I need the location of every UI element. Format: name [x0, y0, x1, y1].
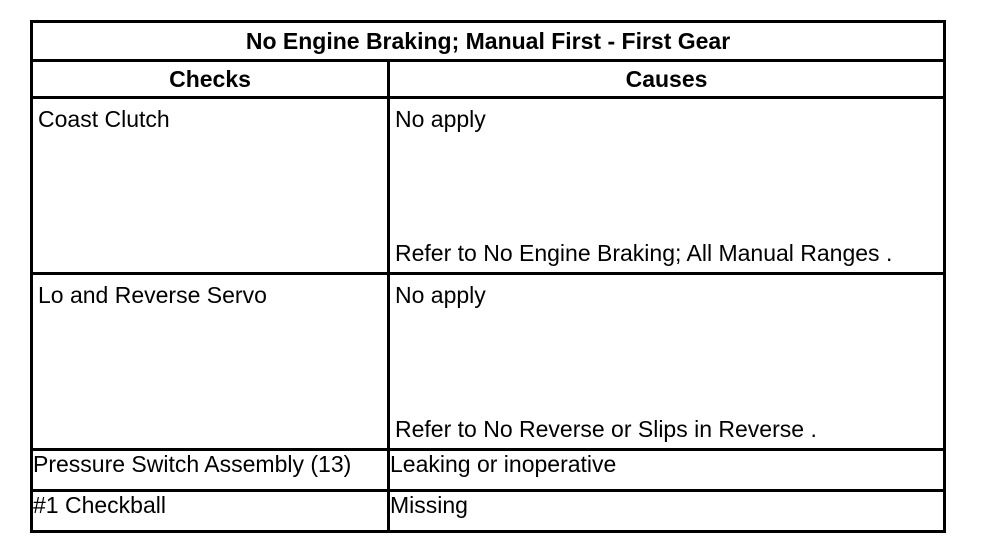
cause-text: No apply: [395, 282, 486, 308]
cause-cell: Leaking or inoperative: [389, 450, 945, 491]
table-title: No Engine Braking; Manual First - First Gear: [32, 22, 945, 61]
check-cell: Coast Clutch: [32, 98, 389, 274]
reference-text: Refer to No Reverse or Slips in Reverse .: [395, 416, 817, 442]
column-header-causes: Causes: [389, 61, 945, 98]
table-row: [32, 98, 945, 274]
check-cell: Pressure Switch Assembly (13): [32, 450, 389, 491]
check-cell: Lo and Reverse Servo: [32, 274, 389, 450]
table-row: [32, 450, 945, 491]
cause-cell: [389, 98, 945, 274]
column-header-checks: Checks: [32, 61, 389, 98]
cause-cell: [389, 274, 945, 450]
reference-text: Refer to No Engine Braking; All Manual Ranges .: [395, 240, 893, 266]
table-row: [32, 491, 945, 532]
cause-text: No apply: [395, 106, 486, 132]
cause-cell: Missing: [389, 491, 945, 532]
title-row: [32, 22, 945, 61]
diagnostic-table: [30, 20, 946, 533]
table-row: [32, 274, 945, 450]
header-row: [32, 61, 945, 98]
check-cell: #1 Checkball: [32, 491, 389, 532]
